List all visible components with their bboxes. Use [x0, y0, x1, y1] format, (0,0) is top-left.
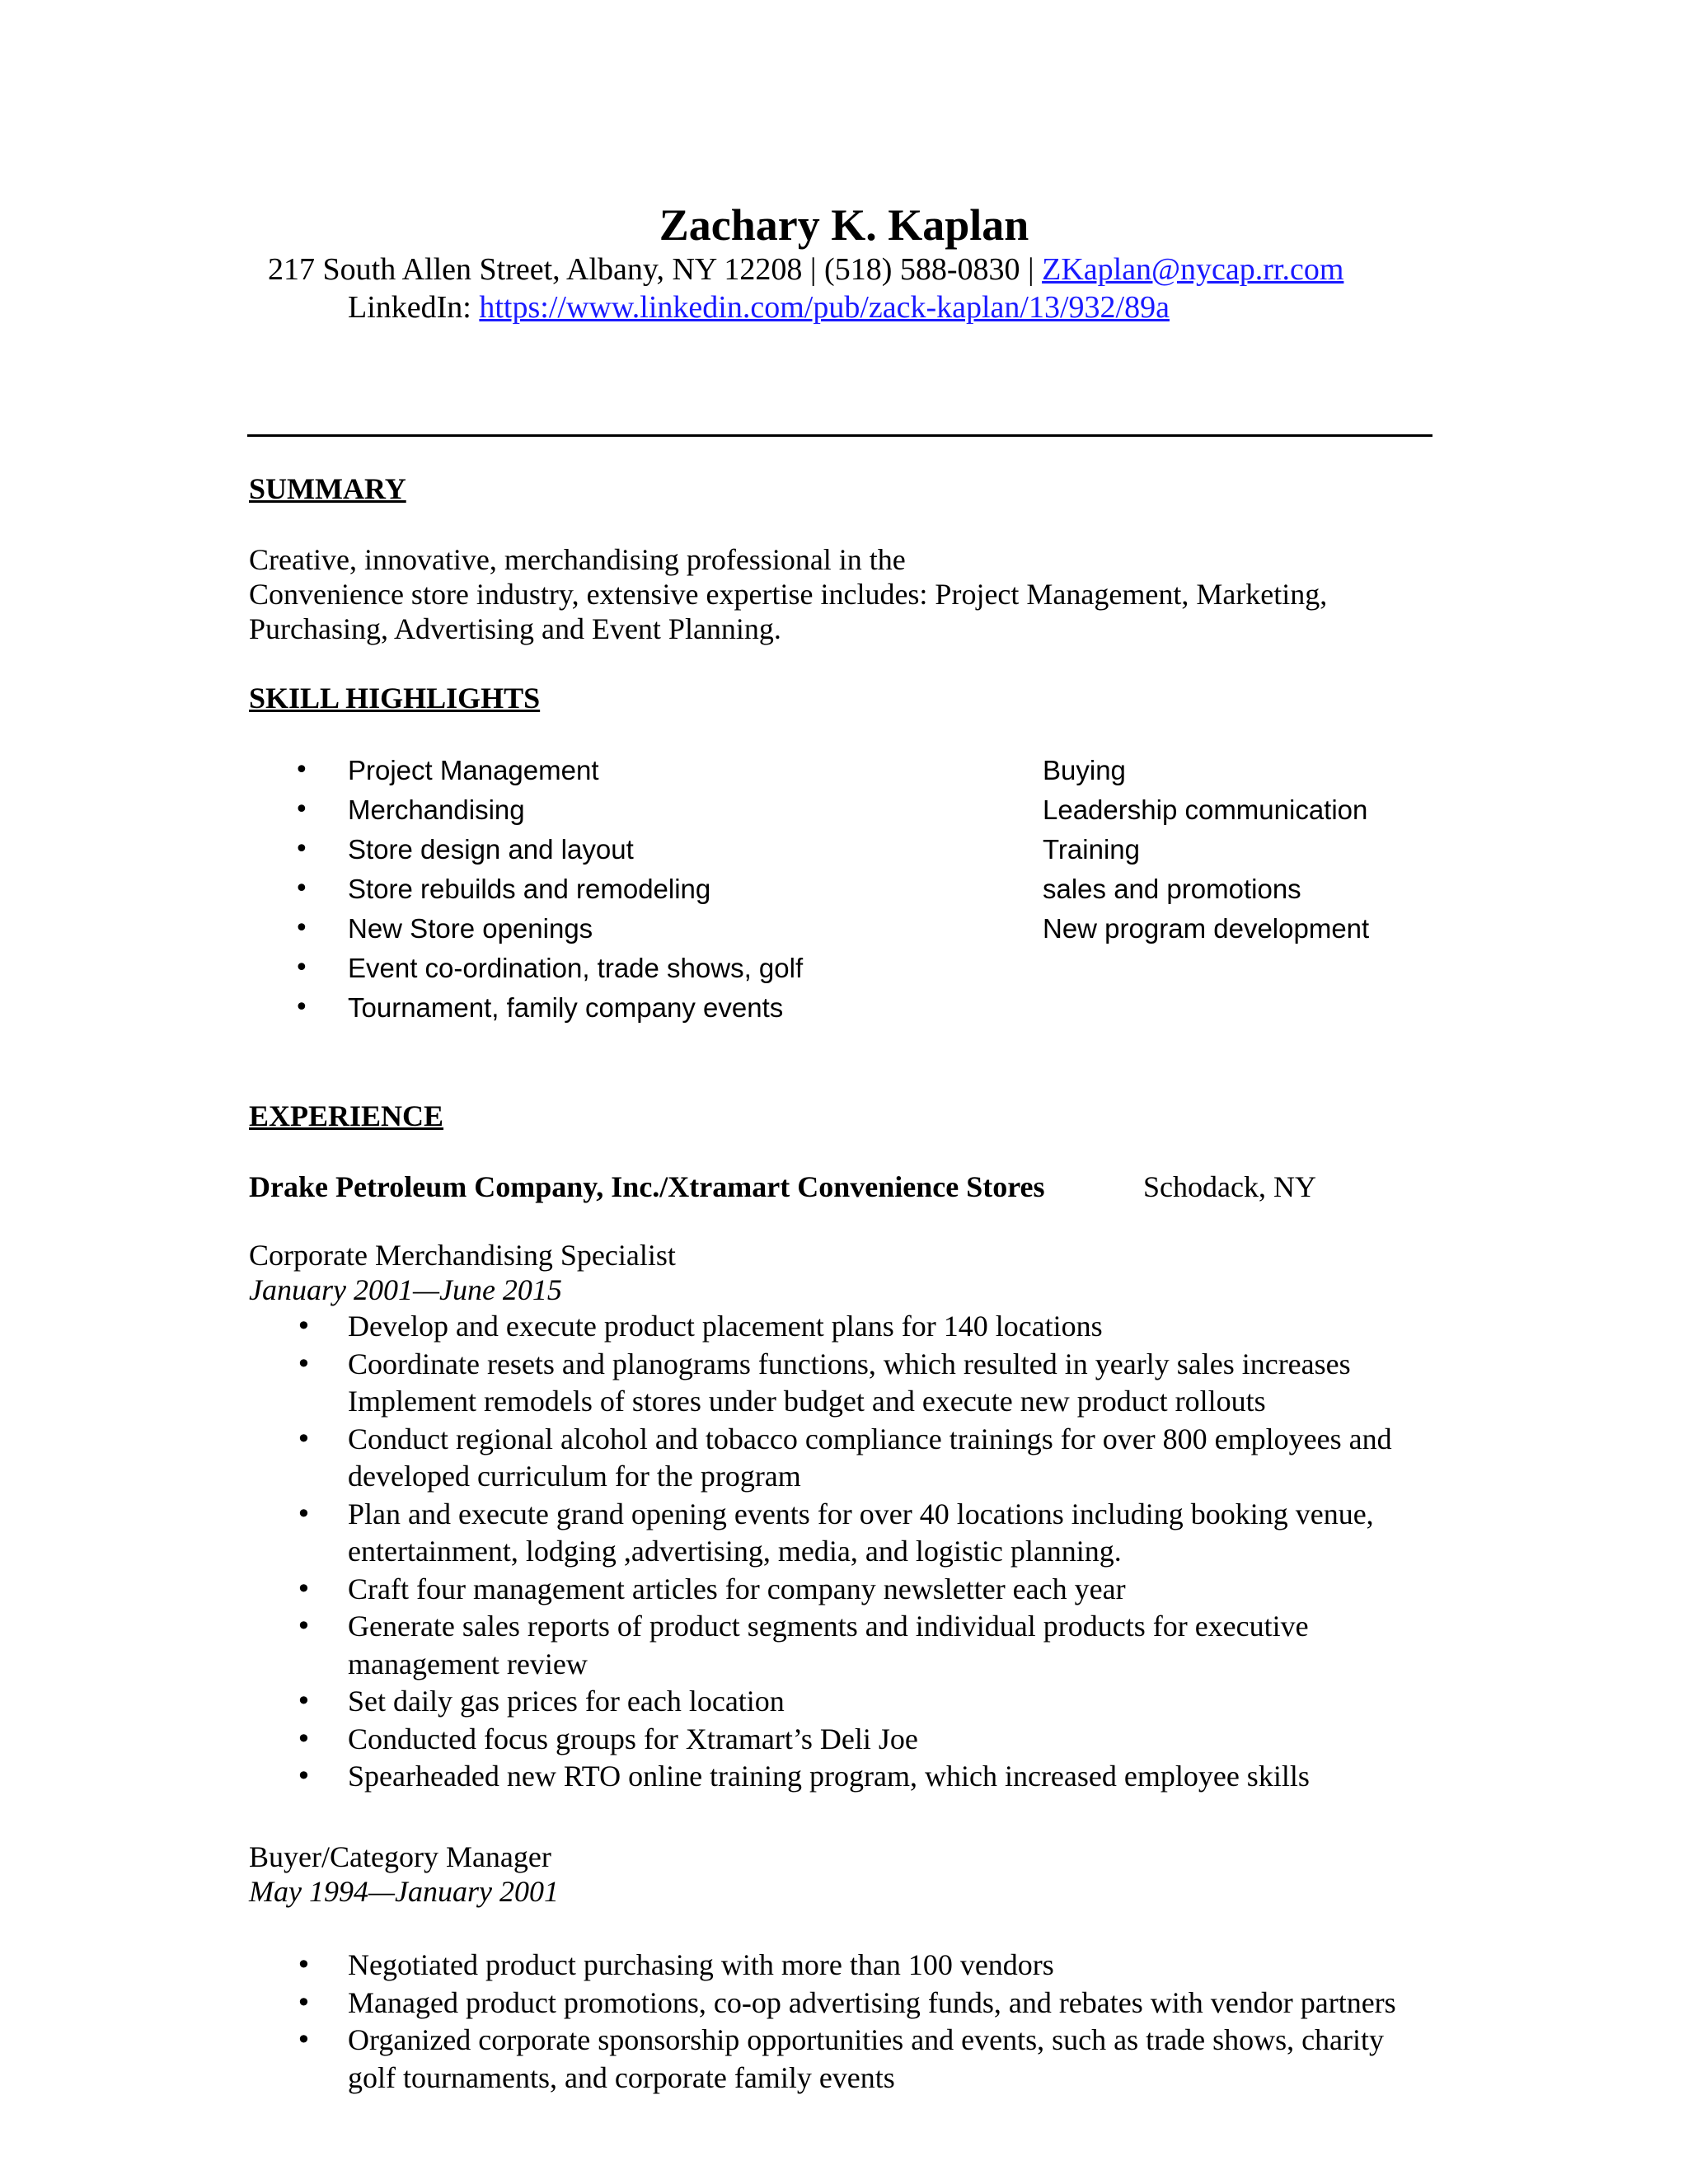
bullet-item: • Negotiated product purchasing with more than 100 vendors — [249, 1947, 1452, 1985]
summary-text — [249, 542, 1444, 646]
bullet-item: • Conducted focus groups for Xtramart’s Deli Joe — [249, 1721, 1452, 1759]
bullet-continuation: entertainment, lodging ,advertising, media, and logistic planning. — [348, 1535, 1122, 1568]
company-location: Schodack, NY — [1143, 1170, 1316, 1203]
bullet-item: • Plan and execute grand opening events for over 40 locations including booking venue, — [249, 1496, 1452, 1534]
skill-item: New program development — [1043, 913, 1370, 944]
skills-heading: SKILL HIGHLIGHTS — [249, 682, 541, 715]
skill-item: • Merchandising — [249, 790, 803, 830]
contact-text: 217 South Allen Street, Albany, NY 12208 | (518) 588-0830 | — [268, 252, 1043, 287]
skill-item: • Tournament, family company events — [249, 988, 803, 1028]
skill-item: • Event co-ordination, trade shows, golf — [249, 949, 803, 988]
bullet-item: • Craft four management articles for company newsletter each year — [249, 1571, 1452, 1609]
contact-line — [268, 249, 1343, 290]
skill-item: • Store rebuilds and remodeling — [249, 869, 803, 909]
role-dates: January 2001—June 2015 — [249, 1273, 562, 1306]
company-name-text: Drake Petroleum Company, Inc./Xtramart Convenience Stores — [249, 1170, 1045, 1203]
bullet-item: • Set daily gas prices for each location — [249, 1683, 1452, 1721]
skill-item: Training — [1043, 834, 1140, 865]
linkedin-link[interactable]: https://www.linkedin.com/pub/zack-kaplan/13/932/89a — [479, 290, 1170, 325]
bullet-item: • Develop and execute product placement plans for 140 locations — [249, 1308, 1452, 1346]
role-title: Buyer/Category Manager — [249, 1840, 551, 1873]
bullet-continuation: Implement remodels of stores under budget and execute new product rollouts — [348, 1385, 1266, 1418]
company-name — [249, 1168, 1045, 1206]
role-bullets — [249, 1947, 1452, 2097]
skill-item: • Project Management — [249, 751, 803, 790]
skill-item: • New Store openings — [249, 909, 803, 949]
role-dates: May 1994—January 2001 — [249, 1875, 559, 1908]
skills-list-left — [249, 751, 803, 1028]
bullet-item: • Spearheaded new RTO online training program, which increased employee skills — [249, 1758, 1452, 1796]
linkedin-label: LinkedIn: — [348, 290, 480, 325]
linkedin-line — [348, 287, 1170, 328]
summary-heading: SUMMARY — [249, 472, 406, 505]
summary-line: Purchasing, Advertising and Event Planning. — [249, 612, 781, 645]
summary-line: Convenience store industry, extensive expertise includes: Project Management, Marketing, — [249, 578, 1328, 611]
bullet-item: • Conduct regional alcohol and tobacco compliance trainings for over 800 employees and — [249, 1421, 1452, 1459]
bullet-continuation: golf tournaments, and corporate family events — [348, 2060, 895, 2094]
bullet-item: • Managed product promotions, co-op advertising funds, and rebates with vendor partners — [249, 1985, 1452, 2022]
summary-line: Creative, innovative, merchandising professional in the — [249, 543, 906, 576]
skills-list-right — [1043, 751, 1369, 949]
email-link[interactable]: ZKaplan@nycap.rr.com — [1042, 252, 1344, 287]
role-bullets — [249, 1308, 1452, 1796]
candidate-name: Zachary K. Kaplan — [659, 200, 1029, 250]
bullet-item: • Generate sales reports of product segments and individual products for executive — [249, 1608, 1452, 1646]
skill-item: • Store design and layout — [249, 830, 803, 869]
role-title: Corporate Merchandising Specialist — [249, 1239, 676, 1272]
header-divider — [247, 434, 1432, 437]
experience-heading: EXPERIENCE — [249, 1099, 444, 1132]
skill-item: Leadership communication — [1043, 794, 1368, 825]
bullet-item: • Coordinate resets and planograms functions, which resulted in yearly sales increases — [249, 1346, 1452, 1384]
skill-item: Buying — [1043, 755, 1126, 785]
skill-item: sales and promotions — [1043, 874, 1301, 904]
bullet-continuation: management review — [348, 1647, 588, 1680]
bullet-continuation: developed curriculum for the program — [348, 1460, 801, 1493]
bullet-item: • Organized corporate sponsorship opportunities and events, such as trade shows, charity — [249, 2022, 1452, 2060]
